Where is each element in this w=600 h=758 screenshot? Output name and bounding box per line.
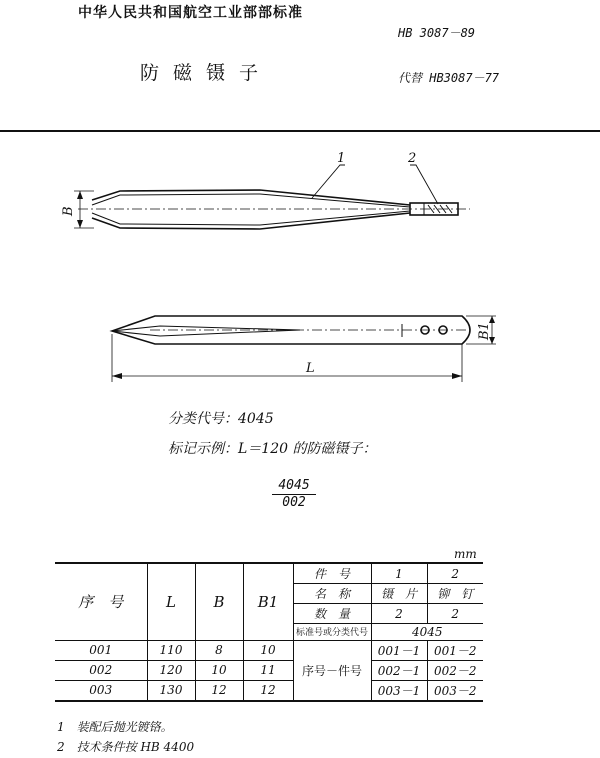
row-part-2: 001－2 <box>427 640 483 660</box>
page-title: 防磁镊子 <box>140 62 273 84</box>
row-part-2: 002－2 <box>427 660 483 680</box>
part-1-name: 镊 片 <box>371 584 427 604</box>
standard-code-value: 4045 <box>371 624 483 641</box>
unit-label: mm <box>454 547 477 561</box>
header-serial: 序 号 <box>55 563 147 640</box>
row-b1: 12 <box>243 680 293 701</box>
header-b: B <box>195 563 243 640</box>
row-serial: 001 <box>55 640 147 660</box>
header-part-no: 件 号 <box>293 563 371 584</box>
header-name: 名 称 <box>293 584 371 604</box>
top-view-slot <box>112 326 300 336</box>
row-b: 10 <box>195 660 243 680</box>
row-serial: 002 <box>55 660 147 680</box>
part-2-name: 铆 钉 <box>427 584 483 604</box>
row-serial: 003 <box>55 680 147 701</box>
header-standard-code: 标准号或分类代号 <box>293 624 371 641</box>
issuing-organization: 中华人民共和国航空工业部部标准 <box>78 5 303 21</box>
part-2-quantity: 2 <box>427 604 483 624</box>
part-label-1: 1 <box>337 151 346 166</box>
fraction-denominator: 002 <box>282 495 306 510</box>
row-l: 130 <box>147 680 195 701</box>
note-2: 2 技术条件按 HB 4400 <box>57 740 195 754</box>
row-b1: 11 <box>243 660 293 680</box>
row-l: 120 <box>147 660 195 680</box>
specification-table <box>55 562 483 702</box>
table-row <box>55 660 483 680</box>
part-2-number: 2 <box>427 563 483 584</box>
table-row <box>55 563 483 584</box>
fraction-numerator: 4045 <box>272 478 316 495</box>
table-row <box>55 680 483 701</box>
tweezers-drawing <box>0 140 600 400</box>
row-part-1: 001－1 <box>371 640 427 660</box>
row-part-1: 002－1 <box>371 660 427 680</box>
marking-example: 标记示例：L＝120 的防磁镊子： <box>168 441 377 457</box>
header-quantity: 数 量 <box>293 604 371 624</box>
row-b1: 10 <box>243 640 293 660</box>
row-b: 12 <box>195 680 243 701</box>
row-l: 110 <box>147 640 195 660</box>
marking-fraction <box>272 478 316 510</box>
header-serial-part: 序号－件号 <box>293 640 371 701</box>
header-divider <box>0 130 600 132</box>
standard-number: HB 3087－89 <box>398 26 476 40</box>
classification-code: 分类代号：4045 <box>168 411 274 427</box>
header-b1: B1 <box>243 563 293 640</box>
row-part-2: 003－2 <box>427 680 483 701</box>
replaces-standard: 代替 HB3087－77 <box>398 71 500 85</box>
part-1-quantity: 2 <box>371 604 427 624</box>
part-1-number: 1 <box>371 563 427 584</box>
dimension-b1-label: B1 <box>477 322 492 340</box>
table-row <box>55 640 483 660</box>
header-l: L <box>147 563 195 640</box>
row-b: 8 <box>195 640 243 660</box>
note-1: 1 装配后抛光镀铬。 <box>57 720 173 734</box>
part-label-2: 2 <box>408 151 417 166</box>
dimension-b-label: B <box>61 206 76 216</box>
row-part-1: 003－1 <box>371 680 427 701</box>
dimension-l-label: L <box>306 361 315 376</box>
